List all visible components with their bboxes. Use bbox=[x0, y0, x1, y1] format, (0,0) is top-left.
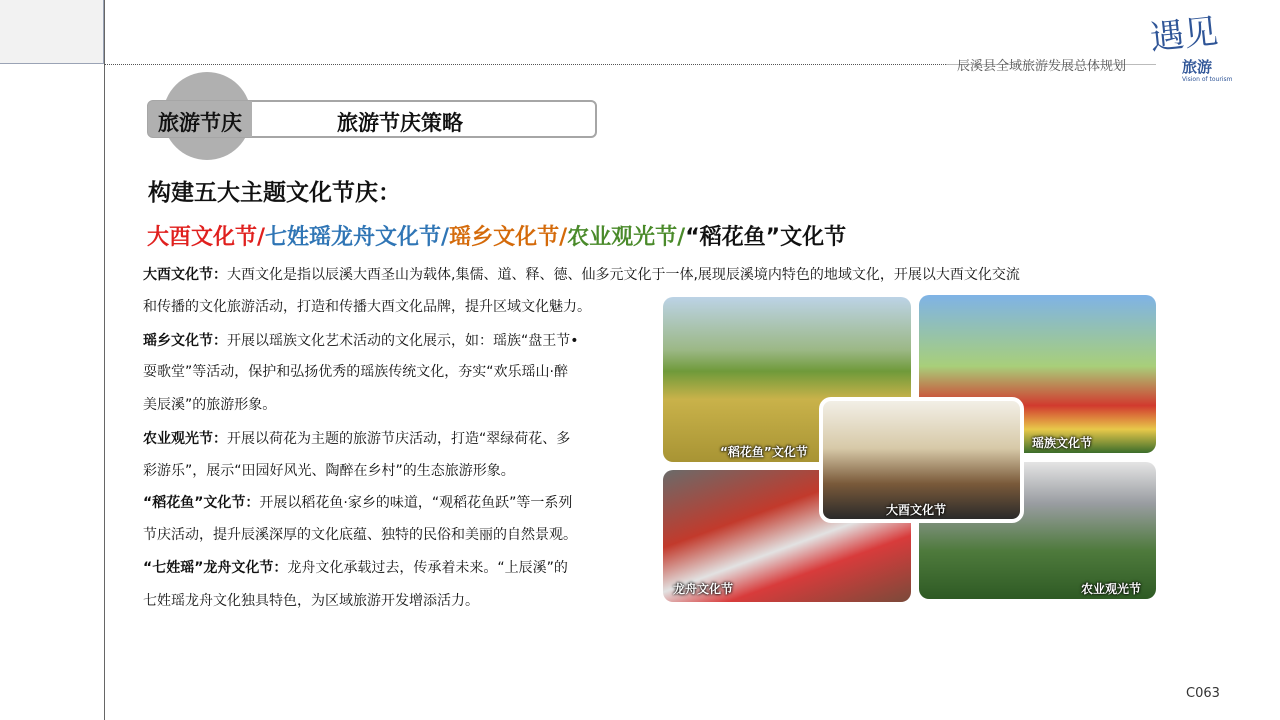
header-dotted-rule bbox=[104, 64, 946, 65]
festival-dayou: 大酉文化节/ bbox=[147, 225, 266, 250]
body-line: 大酉文化节：大酉文化是指以辰溪大酉圣山为载体,集儒、道、释、德、仙多元文化于一体,展现辰溪境内特色的地域文化，开展以大酉文化交流 bbox=[143, 267, 1020, 283]
section-label: 旅游节庆 bbox=[158, 111, 242, 135]
photo-caption: 龙舟文化节 bbox=[673, 582, 734, 596]
festival-list-heading bbox=[147, 220, 846, 251]
section-title: 旅游节庆策略 bbox=[337, 111, 463, 135]
main-heading: 构建五大主题文化节庆： bbox=[148, 180, 401, 206]
page-number: C063 bbox=[1186, 686, 1220, 701]
body-line: 农业观光节：开展以荷花为主题的旅游节庆活动，打造“翠绿荷花、多 bbox=[143, 431, 571, 447]
body-line: 节庆活动，提升辰溪深厚的文化底蕴、独特的民俗和美丽的自然景观。 bbox=[143, 527, 577, 543]
logo bbox=[1148, 11, 1233, 88]
festival-fish: “稻花鱼”文化节 bbox=[685, 225, 847, 250]
logo-tagline: Vision of tourism bbox=[1182, 76, 1233, 83]
document-title: 辰溪县全域旅游发展总体规划 bbox=[957, 59, 1127, 74]
body-line: “七姓瑶”龙舟文化节：龙舟文化承载过去，传承着未来。“上辰溪”的 bbox=[143, 560, 568, 576]
body-line: 瑶乡文化节：开展以瑶族文化艺术活动的文化展示，如：瑶族“盘王节• bbox=[143, 333, 579, 349]
body-line: 和传播的文化旅游活动，打造和传播大酉文化品牌，提升区域文化魅力。 bbox=[143, 299, 591, 315]
body-line: 彩游乐”，展示“田园好风光、陶醉在乡村”的生态旅游形象。 bbox=[143, 463, 515, 479]
corner-box bbox=[0, 0, 104, 64]
body-line: 耍歌堂”等活动，保护和弘扬优秀的瑶族传统文化，夯实“欢乐瑶山·醉 bbox=[143, 364, 568, 380]
festival-yao: 瑶乡文化节/ bbox=[449, 225, 568, 250]
body-line: 美辰溪”的旅游形象。 bbox=[143, 397, 277, 413]
left-divider bbox=[104, 0, 105, 720]
photo-caption: 农业观光节 bbox=[1081, 582, 1142, 596]
photo-caption: 瑶族文化节 bbox=[1032, 436, 1093, 450]
photo-dayou bbox=[819, 397, 1024, 523]
festival-dragonboat: 七姓瑶龙舟文化节/ bbox=[265, 225, 450, 250]
logo-glyph: 遇见 bbox=[1148, 11, 1220, 59]
photo-caption: “稻花鱼”文化节 bbox=[720, 445, 808, 459]
body-line: “稻花鱼”文化节：开展以稻花鱼·家乡的味道，“观稻花鱼跃”等一系列 bbox=[143, 495, 573, 511]
logo-sub: 旅游 bbox=[1182, 58, 1213, 76]
photo-caption: 大酉文化节 bbox=[886, 503, 947, 517]
body-line: 七姓瑶龙舟文化独具特色，为区域旅游开发增添活力。 bbox=[143, 593, 479, 609]
festival-agri: 农业观光节/ bbox=[567, 225, 686, 250]
